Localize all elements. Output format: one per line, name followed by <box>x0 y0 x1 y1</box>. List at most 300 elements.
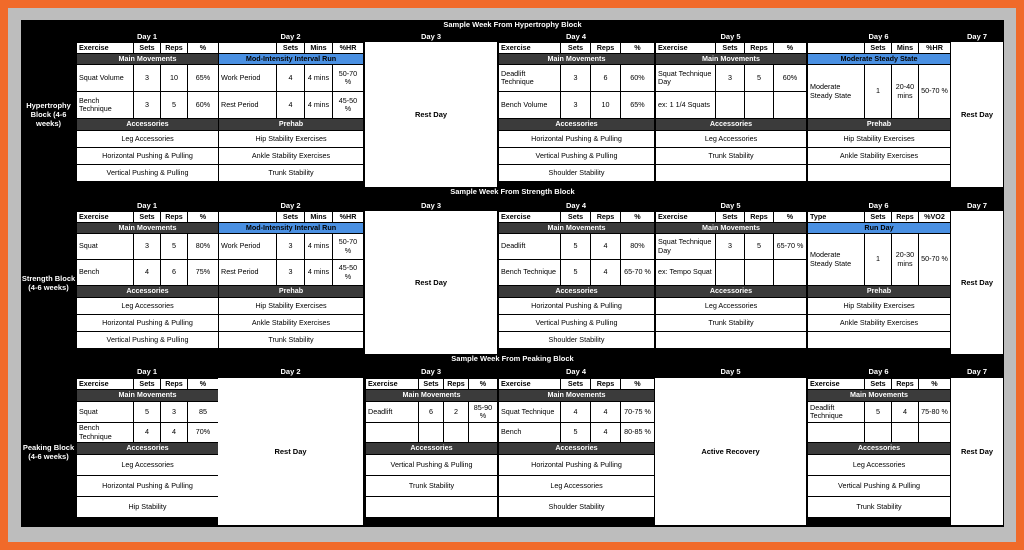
table-row <box>808 298 951 315</box>
section-banner: Sample Week From Strength Block <box>450 187 575 196</box>
training-plan-sheet <box>21 20 1004 527</box>
table-row <box>366 497 498 518</box>
table-cell: 6 <box>419 402 444 423</box>
section-header: Accessories <box>656 286 807 298</box>
table-cell: Squat Technique <box>499 402 561 423</box>
column-header: Sets <box>716 212 745 223</box>
column-header: % <box>621 212 655 223</box>
table-cell: Deadlift Technique <box>808 402 865 423</box>
table-row <box>656 165 807 182</box>
column-header: Exercise <box>77 43 134 54</box>
table-row <box>808 332 951 349</box>
section-header: Main Movements <box>656 54 807 65</box>
day-table <box>655 42 807 182</box>
table-row <box>366 423 498 443</box>
table-cell: Moderate Steady State <box>808 234 865 286</box>
list-item: Vertical Pushing & Pulling <box>366 455 498 476</box>
table-row <box>219 315 364 332</box>
list-item: Leg Accessories <box>77 455 219 476</box>
column-header: Reps <box>161 379 188 390</box>
table-cell: 1 <box>865 234 892 286</box>
section-header: Main Movements <box>77 223 219 234</box>
table-row <box>808 315 951 332</box>
day-table <box>498 211 655 349</box>
table-row <box>808 402 951 423</box>
table-cell: 3 <box>161 402 188 423</box>
list-item: Hip Stability Exercises <box>219 131 364 148</box>
rest-day: Rest Day <box>951 42 1003 187</box>
column-header: %VO2 <box>919 212 951 223</box>
table-cell: 4 mins <box>305 92 333 119</box>
table-cell: 3 <box>716 65 745 92</box>
table-cell: 4 <box>591 423 621 443</box>
table-row <box>656 298 807 315</box>
list-item: Vertical Pushing & Pulling <box>77 165 219 182</box>
list-item: Vertical Pushing & Pulling <box>808 476 951 497</box>
table-cell: 50-70 % <box>333 65 364 92</box>
day-header: Day 3 <box>420 367 441 376</box>
table-row <box>656 131 807 148</box>
table-row <box>656 332 807 349</box>
table-row <box>499 443 655 455</box>
table-row <box>77 402 219 423</box>
column-header: Reps <box>892 379 919 390</box>
table-row <box>219 131 364 148</box>
section-header: Accessories <box>808 443 951 455</box>
table-row <box>77 65 219 92</box>
table-row <box>656 148 807 165</box>
column-header: Sets <box>561 43 591 54</box>
table-cell: 70-75 % <box>621 402 655 423</box>
column-header: Exercise <box>808 379 865 390</box>
table-cell: 5 <box>745 234 774 260</box>
day-header: Day 7 <box>966 367 987 376</box>
column-header: Sets <box>134 43 161 54</box>
section-banner: Sample Week From Peaking Block <box>451 354 574 363</box>
block-title: Run Day <box>808 223 951 234</box>
table-row <box>499 212 655 223</box>
table-cell: Bench <box>77 260 134 286</box>
column-header: Reps <box>892 212 919 223</box>
table-row <box>77 423 219 443</box>
list-item: Leg Accessories <box>808 455 951 476</box>
day-table <box>365 378 498 518</box>
list-item: Leg Accessories <box>77 298 219 315</box>
day-header: Day 2 <box>280 201 301 210</box>
table-cell: Squat Technique Day <box>656 234 716 260</box>
section-header: Prehab <box>219 119 364 131</box>
list-item <box>366 497 498 518</box>
table-cell: 20-40 mins <box>892 65 919 119</box>
rest-day: Rest Day <box>218 378 363 525</box>
table-cell <box>808 423 865 443</box>
day-table <box>76 211 219 349</box>
table-row <box>499 402 655 423</box>
table-cell: 80% <box>188 234 219 260</box>
column-header: % <box>774 212 807 223</box>
list-item <box>808 165 951 182</box>
table-cell: 3 <box>561 92 591 119</box>
table-row <box>499 54 655 65</box>
table-cell <box>774 260 807 286</box>
column-header: Sets <box>865 379 892 390</box>
table-row <box>219 92 364 119</box>
section-header: Accessories <box>499 443 655 455</box>
section-header: Main Movements <box>366 390 498 402</box>
table-row <box>499 455 655 476</box>
section-header: Main Movements <box>499 223 655 234</box>
list-item: Shoulder Stability <box>499 497 655 518</box>
table-row <box>77 286 219 298</box>
block-title: Mod-Intensity Interval Run <box>219 223 364 234</box>
table-cell: 3 <box>277 260 305 286</box>
column-header <box>219 212 277 223</box>
column-header: Reps <box>591 43 621 54</box>
table-row <box>219 119 364 131</box>
table-row <box>499 286 655 298</box>
list-item: Hip Stability <box>77 497 219 518</box>
table-cell <box>469 423 498 443</box>
day-header: Day 3 <box>420 201 441 210</box>
table-cell: Squat <box>77 402 134 423</box>
list-item: Horizontal Pushing & Pulling <box>77 315 219 332</box>
column-header: Exercise <box>77 212 134 223</box>
table-cell <box>716 92 745 119</box>
column-header <box>219 43 277 54</box>
day-header: Day 5 <box>720 32 741 41</box>
list-item: Trunk Stability <box>219 332 364 349</box>
table-cell: Squat <box>77 234 134 260</box>
table-cell: 75% <box>188 260 219 286</box>
section-header: Accessories <box>656 119 807 131</box>
list-item: Ankle Stability Exercises <box>219 315 364 332</box>
table-row <box>499 390 655 402</box>
table-row <box>366 455 498 476</box>
section-header: Accessories <box>77 286 219 298</box>
table-row <box>808 476 951 497</box>
table-row <box>808 148 951 165</box>
table-row <box>499 298 655 315</box>
table-row <box>366 402 498 423</box>
column-header: %HR <box>333 43 364 54</box>
day-header: Day 2 <box>280 32 301 41</box>
table-cell: Rest Period <box>219 92 277 119</box>
table-row <box>366 443 498 455</box>
column-header: %HR <box>919 43 951 54</box>
table-cell <box>444 423 469 443</box>
table-cell: ex: Tempo Squat <box>656 260 716 286</box>
list-item: Ankle Stability Exercises <box>808 148 951 165</box>
table-row <box>77 223 219 234</box>
section-header: Main Movements <box>77 54 219 65</box>
table-row <box>808 131 951 148</box>
day-table <box>218 42 364 182</box>
list-item: Trunk Stability <box>219 165 364 182</box>
list-item: Ankle Stability Exercises <box>219 148 364 165</box>
table-cell: Bench <box>499 423 561 443</box>
table-cell: 4 <box>134 423 161 443</box>
column-header: % <box>188 212 219 223</box>
table-row <box>77 92 219 119</box>
list-item: Horizontal Pushing & Pulling <box>77 148 219 165</box>
table-row <box>77 131 219 148</box>
table-row <box>499 43 655 54</box>
table-row <box>499 119 655 131</box>
table-cell: Work Period <box>219 65 277 92</box>
column-header: Sets <box>277 43 305 54</box>
list-item: Vertical Pushing & Pulling <box>499 315 655 332</box>
section-header: Main Movements <box>656 223 807 234</box>
column-header: Mins <box>892 43 919 54</box>
table-row <box>77 332 219 349</box>
day-table <box>76 378 219 518</box>
table-row <box>77 165 219 182</box>
table-row <box>499 332 655 349</box>
table-cell: 65-70 % <box>621 260 655 286</box>
day-table <box>655 211 807 349</box>
table-cell: 50-70 % <box>333 234 364 260</box>
section-header: Accessories <box>366 443 498 455</box>
table-cell: 4 <box>892 402 919 423</box>
column-header: Exercise <box>499 379 561 390</box>
list-item: Horizontal Pushing & Pulling <box>499 455 655 476</box>
section-header: Prehab <box>219 286 364 298</box>
column-header: Sets <box>134 379 161 390</box>
table-row <box>808 379 951 390</box>
table-cell: 5 <box>561 234 591 260</box>
table-cell: 4 <box>161 423 188 443</box>
table-cell: 1 <box>865 65 892 119</box>
list-item: Horizontal Pushing & Pulling <box>77 476 219 497</box>
column-header: % <box>621 43 655 54</box>
table-row <box>219 212 364 223</box>
table-cell: Deadlift <box>499 234 561 260</box>
section-header: Main Movements <box>77 390 219 402</box>
column-header: Sets <box>134 212 161 223</box>
table-cell: Squat Volume <box>77 65 134 92</box>
table-cell: 80% <box>621 234 655 260</box>
table-row <box>77 298 219 315</box>
list-item: Hip Stability Exercises <box>219 298 364 315</box>
table-row <box>656 212 807 223</box>
table-row <box>499 92 655 119</box>
section-header: Prehab <box>808 119 951 131</box>
day-header: Day 5 <box>720 201 741 210</box>
section-header: Accessories <box>77 119 219 131</box>
day-table <box>498 378 655 518</box>
day-table <box>498 42 655 182</box>
table-row <box>808 390 951 402</box>
table-row <box>219 54 364 65</box>
table-row <box>499 379 655 390</box>
table-cell: 50-70 % <box>919 65 951 119</box>
list-item: Vertical Pushing & Pulling <box>77 332 219 349</box>
table-row <box>499 234 655 260</box>
section-header: Accessories <box>77 443 219 455</box>
list-item: Horizontal Pushing & Pulling <box>499 298 655 315</box>
day-header: Day 4 <box>565 201 586 210</box>
day-header: Day 6 <box>868 32 889 41</box>
table-cell: 65-70 % <box>774 234 807 260</box>
column-header: %HR <box>333 212 364 223</box>
rest-day: Rest Day <box>365 42 497 187</box>
table-cell: Deadlift Technique <box>499 65 561 92</box>
table-cell: 3 <box>134 65 161 92</box>
table-row <box>656 260 807 286</box>
column-header: % <box>774 43 807 54</box>
column-header: % <box>469 379 498 390</box>
table-row <box>808 223 951 234</box>
table-cell: 45-50 % <box>333 92 364 119</box>
table-cell: 6 <box>161 260 188 286</box>
table-row <box>77 315 219 332</box>
column-header: Reps <box>745 212 774 223</box>
table-cell: 5 <box>561 423 591 443</box>
table-cell: 5 <box>561 260 591 286</box>
table-cell: 3 <box>716 234 745 260</box>
table-row <box>499 260 655 286</box>
table-row <box>808 165 951 182</box>
column-header: Exercise <box>656 43 716 54</box>
day-header: Day 7 <box>966 201 987 210</box>
day-header: Day 1 <box>136 32 157 41</box>
table-row <box>808 455 951 476</box>
section-header: Accessories <box>499 119 655 131</box>
table-cell: 5 <box>865 402 892 423</box>
table-cell: 5 <box>161 234 188 260</box>
table-row <box>656 119 807 131</box>
table-row <box>77 497 219 518</box>
column-header: Reps <box>161 43 188 54</box>
table-row <box>499 423 655 443</box>
table-cell <box>919 423 951 443</box>
table-row <box>656 234 807 260</box>
table-row <box>219 286 364 298</box>
column-header: Reps <box>745 43 774 54</box>
table-row <box>77 43 219 54</box>
rest-day: Rest Day <box>951 378 1003 525</box>
table-cell: 3 <box>134 92 161 119</box>
table-row <box>656 315 807 332</box>
table-row <box>77 54 219 65</box>
column-header: % <box>621 379 655 390</box>
table-row <box>499 315 655 332</box>
table-row <box>499 497 655 518</box>
column-header: Sets <box>561 212 591 223</box>
table-cell: 6 <box>591 65 621 92</box>
block-label: Peaking Block (4-6 weeks) <box>22 442 75 461</box>
table-cell: 60% <box>774 65 807 92</box>
table-cell: 5 <box>134 402 161 423</box>
table-cell: Moderate Steady State <box>808 65 865 119</box>
table-cell: 4 mins <box>305 65 333 92</box>
table-row <box>219 223 364 234</box>
table-row <box>366 390 498 402</box>
table-cell <box>716 260 745 286</box>
list-item: Hip Stability Exercises <box>808 131 951 148</box>
table-cell <box>366 423 419 443</box>
table-cell <box>419 423 444 443</box>
table-cell: Bench Technique <box>77 423 134 443</box>
table-row <box>219 298 364 315</box>
section-header: Main Movements <box>499 390 655 402</box>
list-item <box>808 332 951 349</box>
day-header: Day 7 <box>966 32 987 41</box>
table-row <box>77 443 219 455</box>
day-table <box>218 211 364 349</box>
column-header: Reps <box>161 212 188 223</box>
list-item: Leg Accessories <box>656 298 807 315</box>
table-row <box>656 54 807 65</box>
table-row <box>656 286 807 298</box>
column-header: Type <box>808 212 865 223</box>
table-cell <box>865 423 892 443</box>
column-header: Exercise <box>499 212 561 223</box>
table-cell: 4 <box>591 402 621 423</box>
section-header: Main Movements <box>499 54 655 65</box>
table-cell: 3 <box>134 234 161 260</box>
list-item: Ankle Stability Exercises <box>808 315 951 332</box>
table-cell: 10 <box>591 92 621 119</box>
table-row <box>499 131 655 148</box>
section-banner: Sample Week From Hypertrophy Block <box>443 20 582 29</box>
table-row <box>219 165 364 182</box>
table-row <box>77 234 219 260</box>
table-row <box>656 223 807 234</box>
list-item: Leg Accessories <box>656 131 807 148</box>
table-cell: 60% <box>188 92 219 119</box>
section-header: Main Movements <box>808 390 951 402</box>
table-cell: 3 <box>277 234 305 260</box>
table-row <box>656 92 807 119</box>
table-cell: 2 <box>444 402 469 423</box>
table-cell: 4 <box>277 65 305 92</box>
rest-day: Rest Day <box>365 211 497 354</box>
list-item: Hip Stability Exercises <box>808 298 951 315</box>
day-header: Day 4 <box>565 32 586 41</box>
table-cell: 50-70 % <box>919 234 951 286</box>
day-table <box>807 378 951 518</box>
table-row <box>219 43 364 54</box>
table-cell: 60% <box>621 65 655 92</box>
table-row <box>808 65 951 119</box>
table-row <box>219 332 364 349</box>
list-item: Trunk Stability <box>656 148 807 165</box>
table-cell: 20-30 mins <box>892 234 919 286</box>
table-cell: 5 <box>161 92 188 119</box>
table-row <box>219 234 364 260</box>
table-cell <box>774 92 807 119</box>
day-table <box>76 42 219 182</box>
table-row <box>77 455 219 476</box>
table-cell: Deadlift <box>366 402 419 423</box>
list-item <box>656 332 807 349</box>
column-header: Mins <box>305 212 333 223</box>
table-cell <box>892 423 919 443</box>
table-cell: 4 mins <box>305 234 333 260</box>
table-row <box>499 476 655 497</box>
column-header: Mins <box>305 43 333 54</box>
table-row <box>808 212 951 223</box>
section-header: Accessories <box>499 286 655 298</box>
list-item: Horizontal Pushing & Pulling <box>499 131 655 148</box>
table-cell: 45-50 % <box>333 260 364 286</box>
active-recovery: Active Recovery <box>655 378 806 525</box>
table-row <box>499 165 655 182</box>
column-header: % <box>188 43 219 54</box>
column-header: Exercise <box>499 43 561 54</box>
rest-day: Rest Day <box>951 211 1003 354</box>
